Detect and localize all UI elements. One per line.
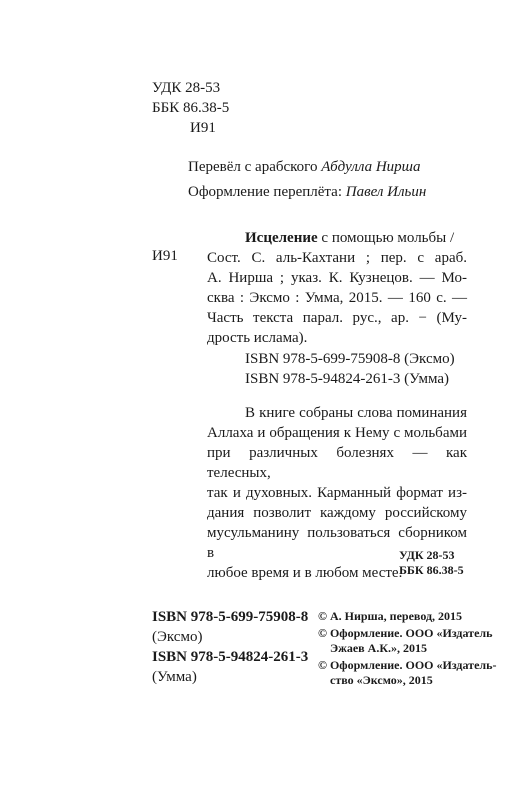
annotation-line: при различных болезнях — как телесных, (207, 445, 467, 481)
record-line: Часть текста парал. рус., ар. − (Му- (207, 310, 467, 326)
record-isbn-umma: ISBN 978-5-94824-261-3 (Умма) (245, 371, 449, 387)
translator-name: Абдулла Нирша (321, 159, 421, 175)
record-line: дрость ислама). (207, 330, 308, 346)
annotation-line: мусульманину пользоваться сборником в (207, 525, 467, 561)
footer-isbn-eksmo-publisher: (Эксмо) (152, 629, 203, 645)
annotation-line: В книге собраны слова поминания (245, 405, 467, 421)
record-line: А. Нирша ; указ. К. Кузнецов. — Мо- (207, 270, 467, 286)
record-title-line (245, 228, 467, 248)
bibliographic-record-body (207, 248, 467, 348)
author-mark: И91 (190, 120, 216, 136)
annotation-line: дания позволит каждому российскому (207, 505, 467, 521)
cover-designer-name: Павел Ильин (345, 184, 427, 200)
copyright-design-2: © Оформление. ООО «Издатель- (318, 658, 497, 672)
annotation-line: Аллаха и обращения к Нему с мольбами (207, 425, 467, 441)
cover-credit (188, 182, 426, 202)
record-author-mark: И91 (152, 248, 178, 264)
footer-isbn-umma: ISBN 978-5-94824-261-3 (152, 649, 309, 665)
record-line: Сост. С. аль-Кахтани ; пер. с араб. (207, 250, 467, 266)
bbk-code: ББК 86.38-5 (152, 100, 230, 116)
footer-isbn-umma-publisher: (Умма) (152, 669, 197, 685)
cover-label: Оформление переплёта: (188, 184, 342, 200)
bibliographic-record (245, 228, 467, 248)
book-title: Исцеление (245, 230, 318, 246)
footer-isbn-eksmo: ISBN 978-5-699-75908-8 (152, 609, 309, 625)
copyright-translation: © А. Нирша, перевод, 2015 (318, 609, 463, 623)
annotation-udk: УДК 28-53 (399, 548, 455, 562)
copyright-design-1: © Оформление. ООО «Издатель (318, 626, 493, 640)
copyright-design-2-cont: ство «Эксмо», 2015 (330, 673, 433, 687)
record-line: сква : Эксмо : Умма, 2015. — 160 с. — (207, 290, 467, 306)
record-isbn-eksmo: ISBN 978-5-699-75908-8 (Эксмо) (245, 351, 455, 367)
annotation-line: так и духовных. Карманный формат из- (207, 485, 467, 501)
annotation-line: любое время и в любом месте. (207, 565, 403, 581)
annotation-bbk: ББК 86.38-5 (399, 563, 464, 577)
record-line: с помощью мольбы / (317, 230, 455, 246)
translator-label: Перевёл с арабского (188, 159, 318, 175)
translator-credit (188, 157, 421, 177)
copyright-design-1-cont: Эжаев А.К.», 2015 (330, 641, 428, 655)
udk-code: УДК 28-53 (152, 80, 221, 96)
